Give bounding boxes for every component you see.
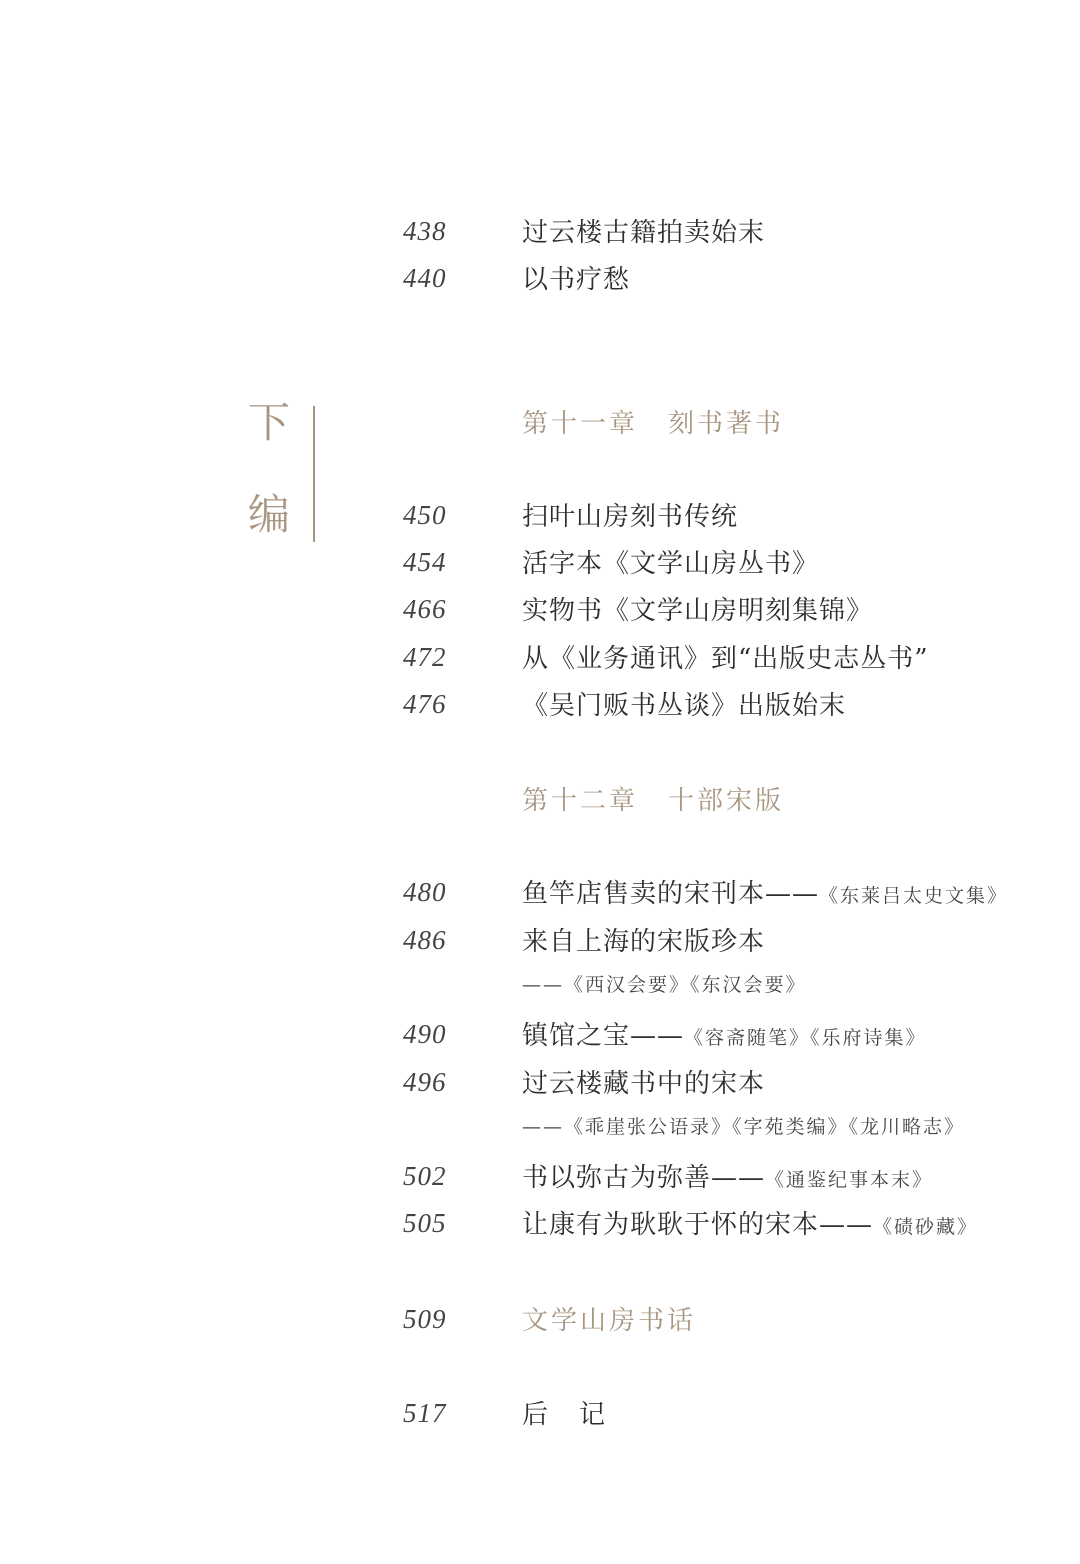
entry-subtitle: 《通鉴纪事本末》 — [765, 1169, 934, 1191]
page-number: 476 — [403, 689, 447, 719]
toc-entry[interactable] — [0, 873, 1080, 913]
page-number: 480 — [403, 877, 447, 907]
entry-title: 从《业务通讯》到“出版史志丛书” — [522, 644, 929, 674]
toc-entry[interactable] — [0, 921, 1080, 961]
entry-main: 鱼竿店售卖的宋刊本—— — [522, 879, 820, 909]
entry-title: 文学山房书话 — [522, 1306, 697, 1336]
page-number: 496 — [403, 1067, 447, 1097]
entry-title: 《吴门贩书丛谈》出版始末 — [522, 691, 847, 721]
entry-title-char-2: 记 — [579, 1400, 609, 1430]
entry-title — [522, 1157, 933, 1194]
toc-entry[interactable] — [0, 590, 1080, 630]
entry-main: 镇馆之宝—— — [522, 1021, 685, 1051]
entry-subtitle: 《东莱吕太史文集》 — [819, 885, 1009, 907]
toc-entry[interactable] — [0, 1063, 1080, 1103]
entry-title: 过云楼藏书中的宋本 — [522, 1069, 766, 1099]
page-number: 486 — [403, 925, 447, 955]
chapter-label: 第十二章 — [522, 786, 639, 816]
chapter-name: 刻书著书 — [668, 409, 785, 439]
page-number: 466 — [403, 594, 447, 624]
toc-entry[interactable] — [0, 212, 1080, 252]
entry-title — [522, 1015, 927, 1052]
page-number: 454 — [403, 547, 447, 577]
page-number: 509 — [403, 1304, 447, 1334]
toc-entry-continuation — [0, 1112, 1080, 1152]
page-number: 450 — [403, 500, 447, 530]
chapter-title — [522, 403, 784, 440]
page-number: 505 — [403, 1208, 447, 1238]
entry-subtitle: 《容斋随笔》《乐府诗集》 — [684, 1027, 927, 1049]
toc-entry-bookchat[interactable] — [0, 1300, 1080, 1340]
entry-title: 以书疗愁 — [522, 265, 631, 295]
entry-title: 来自上海的宋版珍本 — [522, 927, 766, 957]
toc-entry[interactable] — [0, 1204, 1080, 1244]
section-char-1: 下 — [248, 398, 291, 447]
page-number: 502 — [403, 1161, 447, 1191]
entry-title — [522, 1394, 608, 1431]
toc-entry[interactable] — [0, 685, 1080, 725]
entry-title-char-1: 后 — [522, 1400, 552, 1430]
toc-entry-afterword[interactable] — [0, 1394, 1080, 1434]
page-number: 440 — [403, 263, 447, 293]
entry-subtitle: 《碛砂藏》 — [873, 1216, 979, 1238]
section-char-2: 编 — [248, 490, 291, 539]
entry-subtitle: ——《乖崖张公语录》《字苑类编》《龙川略志》 — [522, 1116, 966, 1138]
toc-entry[interactable] — [0, 543, 1080, 583]
toc-entry[interactable] — [0, 496, 1080, 536]
chapter-heading-12[interactable] — [0, 780, 1080, 820]
toc-entry-continuation — [0, 970, 1080, 1010]
chapter-name: 十部宋版 — [668, 786, 785, 816]
entry-title: 活字本《文学山房丛书》 — [522, 549, 820, 579]
entry-main: 书以弥古为弥善—— — [522, 1163, 766, 1193]
entry-subtitle: ——《西汉会要》《东汉会要》 — [522, 974, 807, 996]
toc-entry[interactable] — [0, 1157, 1080, 1197]
entry-title: 过云楼古籍拍卖始末 — [522, 218, 766, 248]
entry-title: 实物书《文学山房明刻集锦》 — [522, 596, 874, 626]
chapter-label: 第十一章 — [522, 409, 639, 439]
entry-title — [522, 1204, 978, 1241]
toc-entry[interactable] — [0, 1015, 1080, 1055]
chapter-title — [522, 780, 784, 817]
page-number: 472 — [403, 642, 447, 672]
toc-entry[interactable] — [0, 259, 1080, 299]
chapter-heading-11[interactable] — [0, 403, 1080, 443]
toc-entry[interactable] — [0, 638, 1080, 678]
page-number: 438 — [403, 216, 447, 246]
page-number: 490 — [403, 1019, 447, 1049]
entry-title — [522, 873, 1008, 910]
page-number: 517 — [403, 1398, 447, 1428]
entry-main: 让康有为耿耿于怀的宋本—— — [522, 1210, 874, 1240]
entry-title: 扫叶山房刻书传统 — [522, 502, 739, 532]
